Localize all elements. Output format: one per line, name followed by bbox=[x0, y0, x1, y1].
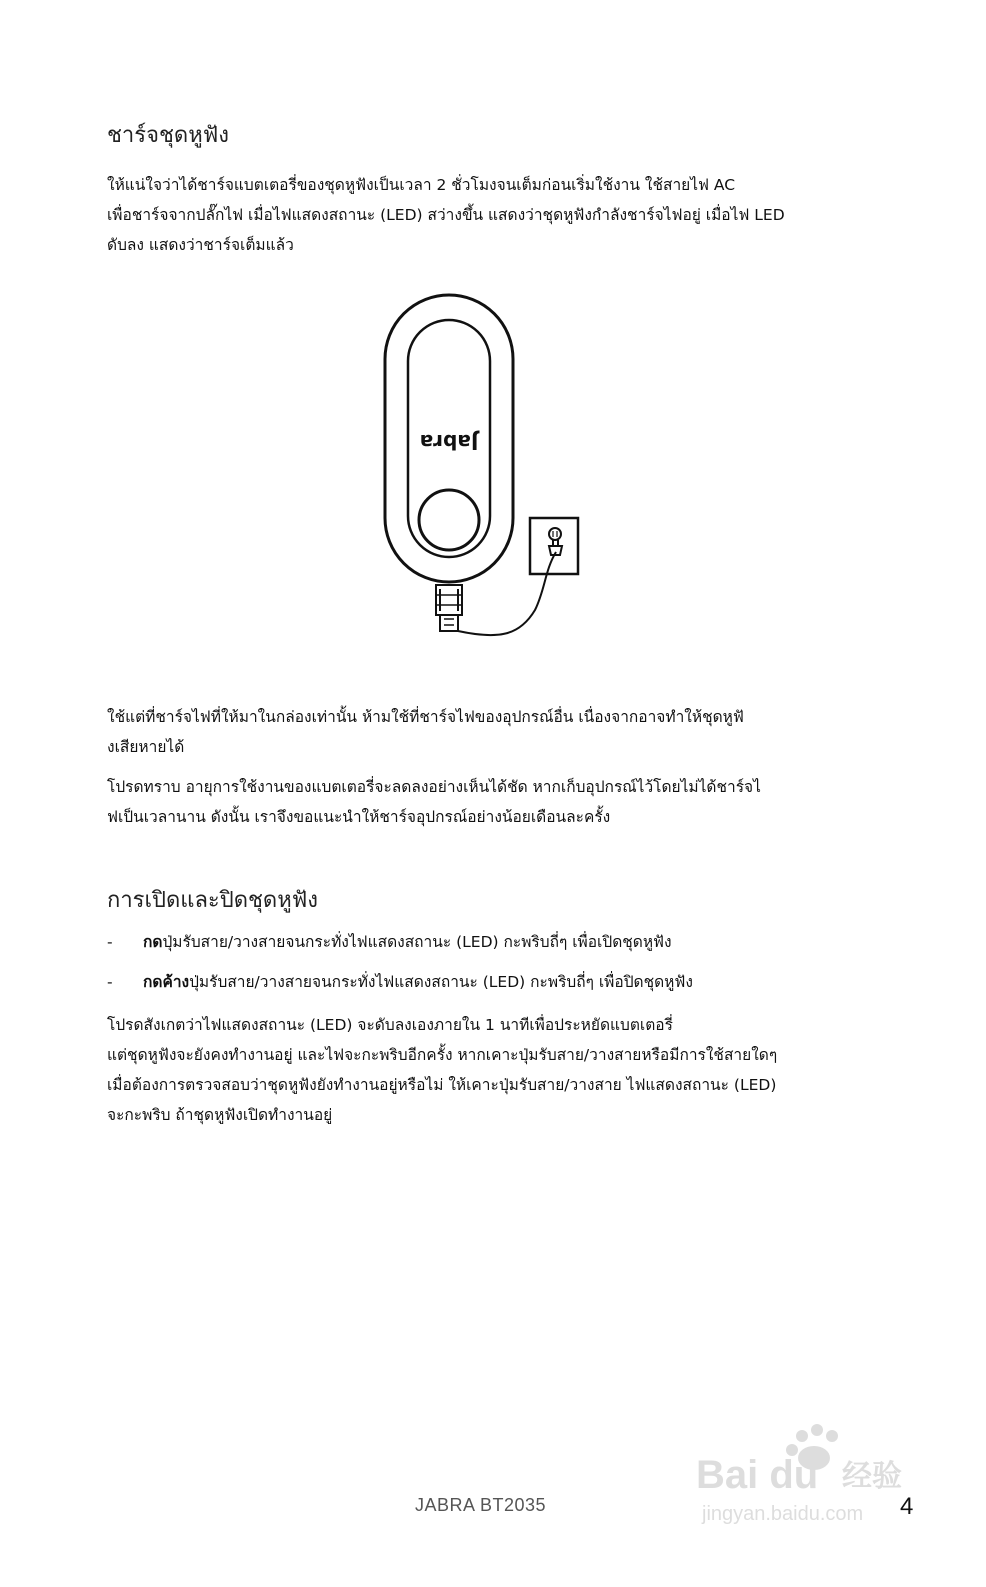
text-line: ให้แน่ใจว่าได้ชาร์จแบตเตอรี่ของชุดหูฟังเป็นเวลา 2 ชั่วโมงจนเต็มก่อนเริ่มใช้งาน ใช้สายไฟ AC bbox=[107, 176, 736, 194]
section-heading-power: การเปิดและปิดชุดหูฟัง bbox=[107, 888, 319, 913]
text-line: โปรดสังเกตว่าไฟแสดงสถานะ (LED) จะดับลงเองภายใน 1 นาทีเพื่อประหยัดแบตเตอรี่ bbox=[107, 1016, 673, 1034]
section-heading-charging: ชาร์จชุดหูฟัง bbox=[107, 123, 230, 148]
charging-intro-paragraph bbox=[107, 170, 877, 260]
headset-charging-illustration bbox=[370, 290, 590, 650]
bullet-dash: - bbox=[107, 933, 113, 951]
text-line: ฟเป็นเวลานาน ดังนั้น เราจึงขอแนะนำให้ชาร์จอุปกรณ์อย่างน้อยเดือนละครั้ง bbox=[107, 808, 611, 826]
baidu-watermark-logo bbox=[692, 1420, 932, 1530]
text-line: จะกะพริบ ถ้าชุดหูฟังเปิดทำงานอยู่ bbox=[107, 1106, 333, 1124]
jabra-logo: Jabra bbox=[419, 430, 479, 454]
bullet-text: ปุ่มรับสาย/วางสายจนกระทั่งไฟแสดงสถานะ (LED) กะพริบถี่ๆ เพื่อเปิดชุดหูฟัง bbox=[162, 933, 672, 951]
text-line: เพื่อชาร์จจากปลั๊กไฟ เมื่อไฟแสดงสถานะ (LED) สว่างขึ้น แสดงว่าชุดหูฟังกำลังชาร์จไฟอยู่ เมื่อไฟ LED bbox=[107, 206, 785, 224]
bullet-text: ปุ่มรับสาย/วางสายจนกระทั่งไฟแสดงสถานะ (LED) กะพริบถี่ๆ เพื่อปิดชุดหูฟัง bbox=[189, 973, 693, 991]
text-line: โปรดทราบ อายุการใช้งานของแบตเตอรี่จะลดลงอย่างเห็นได้ชัด หากเก็บอุปกรณ์ไว้โดยไม่ได้ชาร์จไ bbox=[107, 778, 761, 796]
text-line: แต่ชุดหูฟังจะยังคงทำงานอยู่ และไฟจะกะพริบอีกครั้ง หากเคาะปุ่มรับสาย/วางสายหรือมีการใช้สายใดๆ bbox=[107, 1046, 778, 1064]
led-note-paragraph bbox=[107, 1010, 877, 1130]
list-item bbox=[107, 927, 877, 957]
footer-model: JABRA BT2035 bbox=[415, 1495, 547, 1515]
bullet-action: กด bbox=[143, 933, 163, 951]
text-line: ดับลง แสดงว่าชาร์จเต็มแล้ว bbox=[107, 236, 294, 254]
charging-connector bbox=[436, 585, 462, 631]
battery-note-paragraph bbox=[107, 772, 877, 832]
text-line: งเสียหายได้ bbox=[107, 738, 185, 756]
answer-end-button bbox=[419, 490, 479, 550]
svg-text:Bai du: Bai du bbox=[696, 1453, 819, 1497]
text-line: ใช้แต่ที่ชาร์จไฟที่ให้มาในกล่องเท่านั้น ห้ามใช้ที่ชาร์จไฟของอุปกรณ์อื่น เนื่องจากอาจทำให้ชุดหูฟั bbox=[107, 708, 744, 726]
power-cable bbox=[458, 552, 556, 635]
outlet-socket bbox=[549, 528, 561, 540]
svg-text:jingyan.baidu.com: jingyan.baidu.com bbox=[702, 1503, 864, 1525]
bullet-action: กดค้าง bbox=[143, 973, 190, 991]
text-line: เมื่อต้องการตรวจสอบว่าชุดหูฟังยังทำงานอยู่หรือไม่ ให้เคาะปุ่มรับสาย/วางสาย ไฟแสดงสถานะ (LED) bbox=[107, 1076, 777, 1094]
svg-text:经验: 经验 bbox=[842, 1459, 902, 1494]
list-item bbox=[107, 967, 877, 997]
bullet-dash: - bbox=[107, 973, 113, 991]
charger-warning-paragraph bbox=[107, 702, 877, 762]
page-number: 4 bbox=[900, 1493, 914, 1520]
